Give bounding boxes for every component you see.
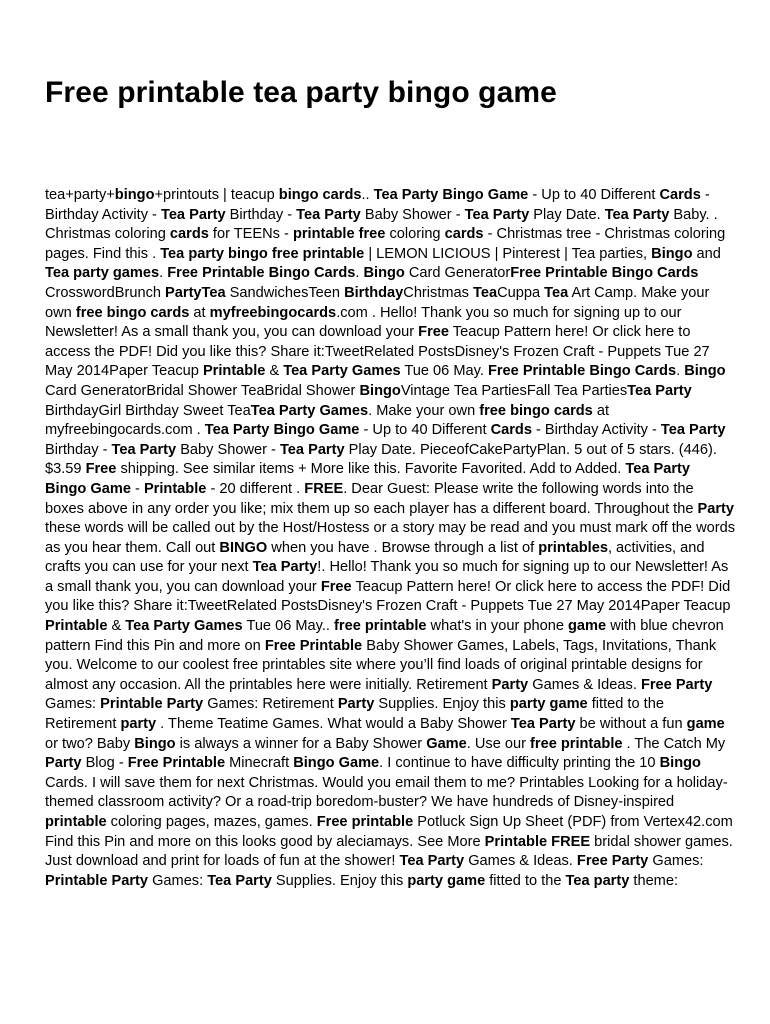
bold-keyword: Printable FREE [484, 833, 591, 850]
bold-keyword: Free [320, 578, 352, 595]
bold-keyword: printable [45, 814, 107, 830]
text-run: bridal shower games. Just download and print for loads of fun at the shower! [45, 833, 733, 870]
bold-keyword: Party [45, 755, 82, 772]
text-run: - Up to 40 Different [359, 422, 491, 439]
bold-keyword: Cards [490, 422, 532, 439]
text-run: Supplies. Enjoy this [374, 696, 510, 713]
text-run: Baby Shower - [360, 206, 465, 223]
text-run: these words will be called out by the Host/Hostess or a story may be read and you must mark off the words as you hear them. Call out [45, 520, 736, 556]
bold-keyword: Tea Party Games [283, 363, 401, 380]
bold-keyword: Free Party [640, 676, 713, 693]
bold-keyword: Free Printable Bingo Cards [167, 265, 356, 282]
bold-keyword: Tea [544, 284, 569, 301]
bold-keyword: Tea Party [207, 872, 272, 889]
text-run: !. Hello! Thank you so much for signing up to our Newsletter! As a small thank you, you can download your [45, 559, 729, 595]
bold-keyword: Tea party bingo free printable [160, 245, 365, 262]
text-run: Art Camp. Make your own [45, 284, 710, 321]
body-paragraph [45, 186, 735, 891]
bold-keyword: Tea Party [160, 206, 226, 223]
text-run: Play Date. PieceofCakePartyPlan. 5 out of 5 stars. (446). $3.59 [45, 441, 717, 478]
bold-keyword: Tea Party [111, 441, 177, 458]
bold-keyword: Free printable [316, 814, 414, 830]
text-run: & [265, 363, 284, 380]
text-run: SandwichesTeen [225, 284, 345, 301]
bold-keyword: Free Printable Bingo Cards [487, 363, 677, 380]
bold-keyword: free bingo cards [479, 402, 593, 419]
bold-keyword: Cards [659, 187, 701, 203]
bold-keyword: Tea Party [510, 716, 576, 733]
text-run: . [676, 363, 685, 380]
bold-keyword: game [568, 618, 607, 635]
text-run: - Birthday Activity - [45, 187, 710, 223]
text-run: Card Generator [404, 265, 511, 282]
text-run: Cards. I will save them for next Christmas. Would you email them to me? Printables Looking for a holiday-themed classroom activity? Or a road-trip boredom-buster? We have hundreds of Disney-inspired [45, 774, 728, 811]
bold-keyword: Birthday [344, 284, 404, 301]
bold-keyword: Tea Party Bingo Game [204, 422, 360, 439]
text-run: - Christmas tree - Christmas coloring pages. Find this . [45, 226, 726, 262]
text-run: Games: Retirement [203, 696, 338, 713]
text-run: Baby. . Christmas coloring [45, 206, 718, 243]
text-run: . [159, 265, 168, 282]
text-run: fitted to the [485, 872, 566, 889]
bold-keyword: Free [85, 461, 117, 478]
bold-keyword: party game [509, 696, 588, 713]
text-run: at myfreebingocards.com . [45, 402, 610, 439]
text-run: . The Catch My [622, 735, 726, 752]
text-run: Games & Ideas. [528, 676, 641, 693]
bold-keyword: free printable [334, 618, 427, 635]
bold-keyword: Party [491, 676, 529, 693]
bold-keyword: Free Printable Bingo Cards [510, 265, 699, 282]
bold-keyword: Tea Party [604, 206, 670, 223]
text-run: Games: [45, 696, 101, 713]
text-run: Baby Shower Games, Labels, Tags, Invitations, Thank you. Welcome to our coolest free printables site where you’ll find loads of original printable designs for almost any occasion. All the printables here were initially. Retirement [45, 637, 717, 693]
bold-keyword: Printable Party [45, 872, 149, 889]
text-run: . Dear Guest: Please write the following words into the boxes above in any order you like; mix them up so each player has a different board. Throughout the [45, 480, 698, 517]
text-run: is always a winner for a Baby Shower [175, 735, 427, 752]
bold-keyword: Bingo Game [293, 755, 380, 772]
bold-keyword: party game [407, 872, 486, 889]
text-run: Teacup Pattern here! Or click here to access the PDF! Did you like this? Share it:TweetRelated PostsDisney's Frozen Craft - Puppets Tue 27 May 2014Paper Teacup [45, 578, 731, 615]
text-run: . I continue to have difficulty printing the 10 [379, 755, 660, 772]
text-run: Vintage Tea PartiesFall Tea Parties [400, 382, 628, 399]
bold-keyword: Tea Party Bingo Game [373, 187, 529, 203]
bold-keyword: game [686, 716, 725, 733]
bold-keyword: Bingo [363, 265, 405, 282]
text-run: .. [361, 187, 374, 203]
text-run: Games: [148, 872, 208, 889]
text-run: Potluck Sign Up Sheet (PDF) from Vertex42.com Find this Pin and more on this looks good by aleciamays. See More [45, 814, 733, 850]
bold-keyword: Tea [473, 284, 498, 301]
text-run: Tue 06 May. [400, 363, 488, 380]
bold-keyword: bingo [114, 187, 155, 203]
bold-keyword: Party [337, 696, 375, 713]
text-run: or two? Baby [45, 735, 135, 752]
bold-keyword: Tea Party [399, 853, 465, 870]
text-run: Teacup Pattern here! Or click here to access the PDF! Did you like this? Share it:TweetRelated PostsDisney's Frozen Craft - Puppets Tue 27 May 2014Paper Teacup [45, 324, 710, 380]
text-run: Games & Ideas. [464, 853, 577, 870]
text-run: . [355, 265, 364, 282]
bold-keyword: FREE [304, 480, 344, 497]
bold-keyword: Printable [202, 363, 266, 380]
bold-keyword: party [120, 716, 157, 733]
text-run: - Up to 40 Different [528, 187, 660, 203]
text-run: when you have . Browse through a list of [267, 539, 539, 556]
bold-keyword: cards [169, 226, 209, 243]
text-run: Birthday - [45, 441, 112, 458]
bold-keyword: Tea party games [45, 265, 160, 282]
bold-keyword: Free [418, 324, 449, 341]
text-run: Supplies. Enjoy this [271, 872, 408, 889]
bold-keyword: Printable [143, 480, 207, 497]
text-run: Baby Shower - [176, 441, 280, 458]
bold-keyword: Tea party [565, 872, 630, 889]
bold-keyword: Printable Party [100, 696, 204, 713]
bold-keyword: Bingo [359, 382, 401, 399]
bold-keyword: Tea Party Games [125, 618, 243, 635]
text-run: Games: [648, 853, 704, 870]
text-run: & [107, 618, 126, 635]
bold-keyword: Game [426, 735, 467, 752]
text-run: Tue 06 May.. [242, 618, 335, 635]
text-run: | LEMON LICIOUS | Pinterest | Tea parties, [364, 245, 652, 262]
text-run: , activities, and crafts you can use for your next [45, 539, 705, 576]
bold-keyword: Printable [45, 618, 108, 635]
bold-keyword: cards [444, 226, 484, 243]
bold-keyword: Tea Party Bingo Game [45, 461, 691, 497]
bold-keyword: printable free [292, 226, 386, 243]
text-run: with blue chevron pattern Find this Pin and more on [45, 618, 724, 654]
text-run: .com . Hello! Thank you so much for signing up to our Newsletter! As a small thank you, you can download your [45, 304, 682, 341]
bold-keyword: Tea Party Games [250, 402, 369, 419]
bold-keyword: free bingo cards [75, 304, 190, 321]
bold-keyword: Tea Party [660, 422, 726, 439]
text-run: tea+party+ [45, 187, 115, 203]
page-title: Free printable tea party bingo game [45, 76, 557, 109]
text-run: CrosswordBrunch [45, 284, 166, 301]
text-run: . Use our [466, 735, 531, 752]
bold-keyword: Bingo [684, 363, 726, 380]
text-run: - Birthday Activity - [531, 422, 661, 439]
text-run: Blog - [81, 755, 128, 772]
bold-keyword: Party [697, 500, 735, 517]
bold-keyword: Tea Party [296, 206, 361, 223]
text-run: coloring [385, 226, 445, 243]
bold-keyword: Bingo [659, 755, 701, 772]
text-run: be without a fun [575, 716, 687, 733]
text-run: what's in your phone [426, 618, 569, 635]
text-run: . Theme Teatime Games. What would a Baby Shower [156, 716, 511, 733]
bold-keyword: Tea Party [627, 382, 692, 399]
text-run: Minecraft [225, 755, 294, 772]
bold-keyword: BINGO [219, 539, 268, 556]
text-run: . Make your own [368, 402, 480, 419]
bold-keyword: Free Printable [264, 637, 363, 654]
bold-keyword: Tea Party [464, 206, 530, 223]
text-run: theme: [629, 872, 679, 889]
bold-keyword: Bingo [651, 245, 693, 262]
text-run: - 20 different . [206, 480, 305, 497]
bold-keyword: Tea Party [252, 559, 318, 576]
text-run: Birthday - [225, 206, 297, 223]
text-run: Christmas [403, 284, 474, 301]
text-run: - [130, 480, 144, 497]
text-run: for TEENs - [208, 226, 293, 243]
text-run: fitted to the Retirement [45, 696, 664, 733]
bold-keyword: myfreebingocards [209, 304, 337, 321]
text-run: Card GeneratorBridal Shower TeaBridal Shower [45, 382, 360, 399]
text-run: +printouts | teacup [154, 187, 279, 203]
bold-keyword: printables [538, 539, 608, 556]
bold-keyword: Free Party [576, 853, 649, 870]
bold-keyword: free printable [530, 735, 623, 752]
bold-keyword: Free Printable [127, 755, 226, 772]
text-run: coloring pages, mazes, games. [106, 814, 317, 830]
bold-keyword: PartyTea [165, 284, 226, 301]
text-run: and [692, 245, 721, 262]
bold-keyword: Bingo [134, 735, 176, 752]
text-run: shipping. See similar items + More like this. Favorite Favorited. Add to Added. [116, 461, 626, 478]
bold-keyword: bingo cards [278, 187, 362, 203]
text-run: Cuppa [497, 284, 545, 301]
text-run: at [189, 304, 210, 321]
text-run: Play Date. [529, 206, 605, 223]
text-run: BirthdayGirl Birthday Sweet Tea [45, 402, 251, 419]
bold-keyword: Tea Party [279, 441, 345, 458]
